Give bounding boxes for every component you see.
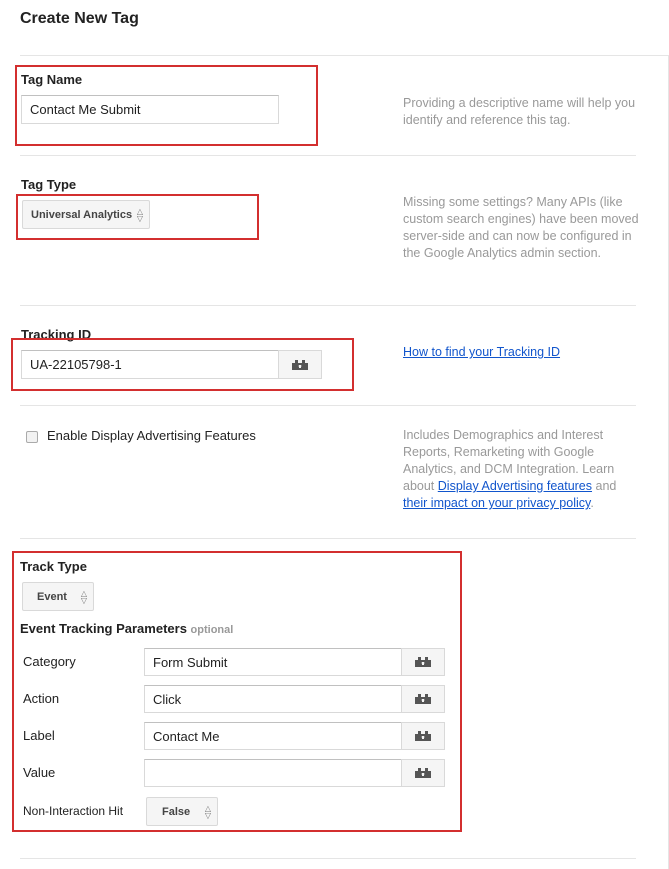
optional-tag: optional [190, 624, 234, 636]
divider [20, 858, 636, 859]
highlight-box [15, 65, 318, 146]
non-interaction-selected: False [162, 805, 191, 818]
help-text: Includes Demographics and Interest Reports, Remarketing with Google Analytics, and DCM Integration. Learn about [403, 428, 615, 493]
label-input[interactable]: Contact Me [144, 722, 402, 750]
divider [20, 538, 636, 539]
tracking-id-label: Tracking ID [21, 327, 92, 342]
tag-type-help: Missing some settings? Many APIs (like custom search engines) have been moved server-side and can now be configured in the Google Analytics admin section. [403, 195, 639, 260]
divider [20, 155, 636, 156]
tag-type-label: Tag Type [21, 177, 77, 192]
tag-name-label: Tag Name [21, 72, 83, 87]
page-title: Create New Tag [20, 10, 139, 27]
display-advertising-checkbox[interactable] [26, 431, 38, 443]
track-type-label: Track Type [20, 559, 87, 574]
display-advertising-label: Enable Display Advertising Features [47, 428, 256, 443]
event-params-title: Event Tracking Parameters [20, 621, 187, 636]
label-label: Label [23, 728, 55, 743]
help-text: and [595, 479, 617, 493]
updown-arrows-icon: △ ▽ [204, 803, 211, 820]
highlight-box [12, 551, 462, 832]
display-advertising-help [403, 427, 643, 512]
tracking-id-help-link[interactable]: How to find your Tracking ID [403, 345, 561, 359]
category-input[interactable]: Form Submit [144, 648, 402, 676]
divider [20, 55, 669, 56]
help-text: . [590, 496, 594, 510]
tracking-id-input[interactable]: UA-22105798-1 [21, 350, 279, 379]
highlight-box [11, 338, 354, 391]
highlight-box [16, 194, 259, 240]
category-label: Category [23, 654, 76, 669]
updown-arrows-icon: △ ▽ [136, 206, 143, 223]
privacy-policy-link[interactable]: their impact on your privacy policy [403, 496, 591, 510]
non-interaction-label: Non-Interaction Hit [23, 804, 124, 818]
track-type-selected: Event [37, 590, 67, 603]
tag-type-selected: Universal Analytics [31, 208, 133, 221]
action-input[interactable]: Click [144, 685, 402, 713]
value-label: Value [23, 765, 56, 780]
action-label: Action [23, 691, 60, 706]
divider [20, 305, 636, 306]
divider [20, 405, 636, 406]
tag-name-input[interactable]: Contact Me Submit [21, 95, 279, 124]
display-advertising-link[interactable]: Display Advertising features [437, 479, 593, 493]
updown-arrows-icon: △ ▽ [80, 588, 87, 605]
tag-name-help: Providing a descriptive name will help you identify and reference this tag. [403, 96, 636, 127]
